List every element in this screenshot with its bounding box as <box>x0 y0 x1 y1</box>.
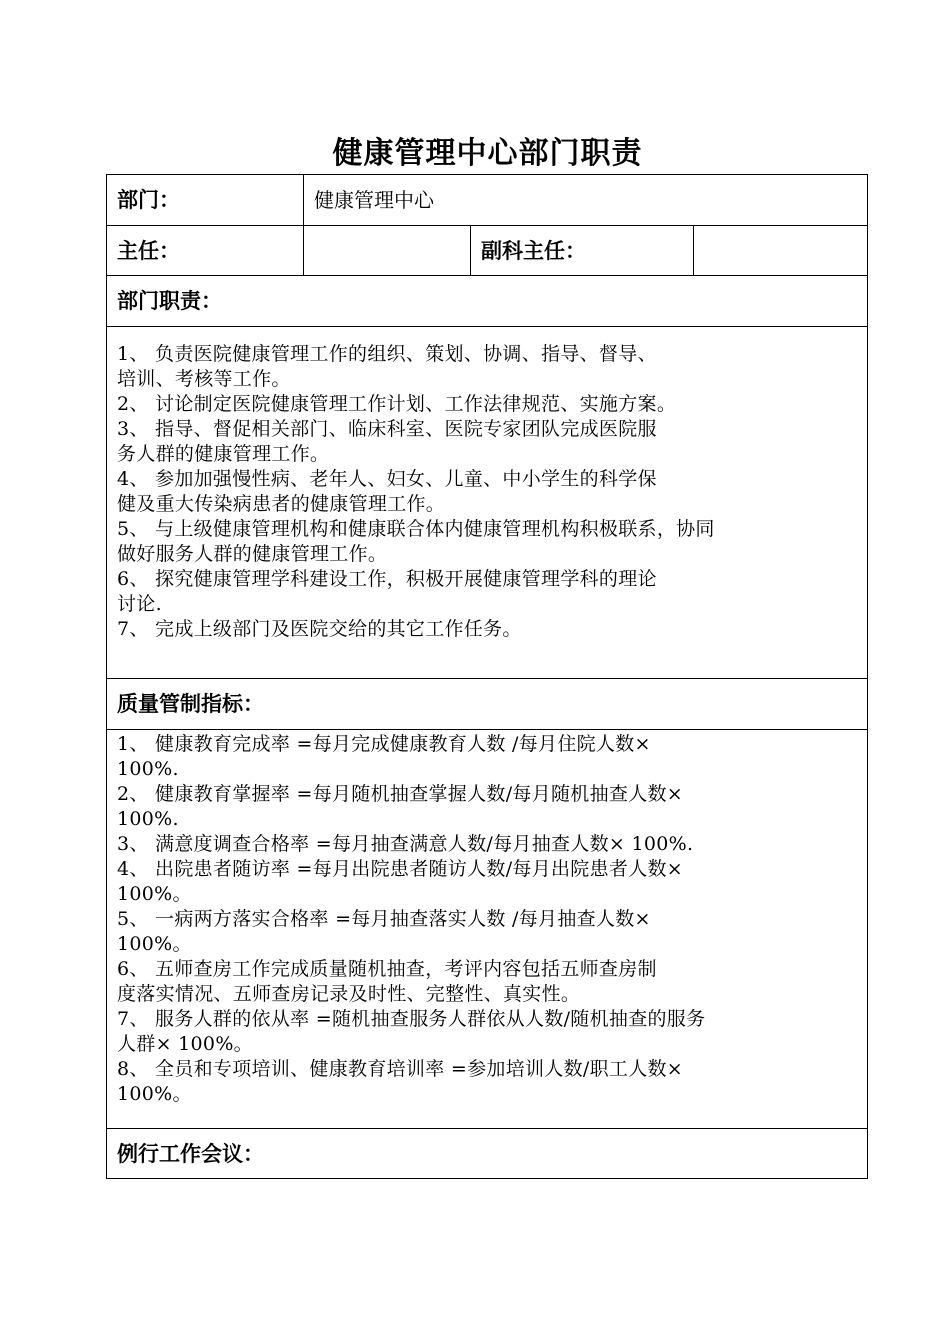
director-value <box>303 226 470 275</box>
quality-heading-row <box>107 679 867 730</box>
duties-heading: 部门职责： <box>117 289 222 313</box>
list-item: 100%。 <box>117 883 192 905</box>
list-item: 6、 探究健康管理学科建设工作，积极开展健康管理学科的理论 <box>117 568 657 590</box>
duty-table <box>106 174 868 1179</box>
list-item: 人群× 100%。 <box>117 1033 253 1055</box>
meetings-heading: 例行工作会议： <box>117 1142 264 1166</box>
list-item: 度落实情况、五师查房记录及时性、完整性、真实性。 <box>117 983 581 1005</box>
list-item: 3、 满意度调查合格率 =每月抽查满意人数/每月抽查人数× 100%. <box>117 833 694 855</box>
department-value: 健康管理中心 <box>303 175 867 225</box>
deputy-director-label: 副科主任： <box>470 226 693 275</box>
director-row <box>107 226 867 276</box>
quality-body-row <box>107 730 867 1129</box>
quality-list <box>117 732 861 1107</box>
list-item: 5、 与上级健康管理机构和健康联合体内健康管理机构积极联系，协同 <box>117 518 715 540</box>
list-item: 健及重大传染病患者的健康管理工作。 <box>117 493 446 515</box>
duties-heading-row <box>107 276 867 327</box>
duties-list <box>117 342 861 642</box>
list-item: 7、 完成上级部门及医院交给的其它工作任务。 <box>117 618 522 640</box>
list-item: 培训、考核等工作。 <box>117 368 291 390</box>
quality-heading: 质量管制指标： <box>117 692 264 716</box>
list-item: 务人群的健康管理工作。 <box>117 443 330 465</box>
list-item: 6、 五师查房工作完成质量随机抽查，考评内容包括五师查房制 <box>117 958 657 980</box>
department-label: 部门： <box>117 188 180 212</box>
list-item: 1、 负责医院健康管理工作的组织、策划、协调、指导、督导、 <box>117 343 657 365</box>
list-item: 8、 全员和专项培训、健康教育培训率 =参加培训人数/职工人数× <box>117 1058 684 1080</box>
page-title: 健康管理中心部门职责 <box>332 136 643 171</box>
list-item: 4、 参加加强慢性病、老年人、妇女、儿童、中小学生的科学保 <box>117 468 657 490</box>
list-item: 100%. <box>117 808 179 830</box>
list-item: 5、 一病两方落实合格率 =每月抽查落实人数 /每月抽查人数× <box>117 908 651 930</box>
list-item: 1、 健康教育完成率 =每月完成健康教育人数 /每月住院人数× <box>117 733 651 755</box>
list-item: 2、 讨论制定医院健康管理工作计划、工作法律规范、实施方案。 <box>117 393 677 415</box>
list-item: 4、 出院患者随访率 =每月出院患者随访人数/每月出院患者人数× <box>117 858 684 880</box>
list-item: 100%。 <box>117 1083 192 1105</box>
director-label: 主任： <box>117 239 180 263</box>
department-row <box>107 175 867 226</box>
duties-body-row <box>107 327 867 679</box>
list-item: 100%。 <box>117 933 192 955</box>
list-item: 2、 健康教育掌握率 =每月随机抽查掌握人数/每月随机抽查人数× <box>117 783 684 805</box>
deputy-director-value <box>693 226 867 275</box>
meetings-row <box>107 1129 867 1178</box>
list-item: 做好服务人群的健康管理工作。 <box>117 543 388 565</box>
list-item: 7、 服务人群的依从率 =随机抽查服务人群依从人数/随机抽查的服务 <box>117 1008 706 1030</box>
list-item: 3、 指导、督促相关部门、临床科室、医院专家团队完成医院服 <box>117 418 657 440</box>
list-item: 100%. <box>117 758 179 780</box>
list-item: 讨论. <box>117 593 162 615</box>
